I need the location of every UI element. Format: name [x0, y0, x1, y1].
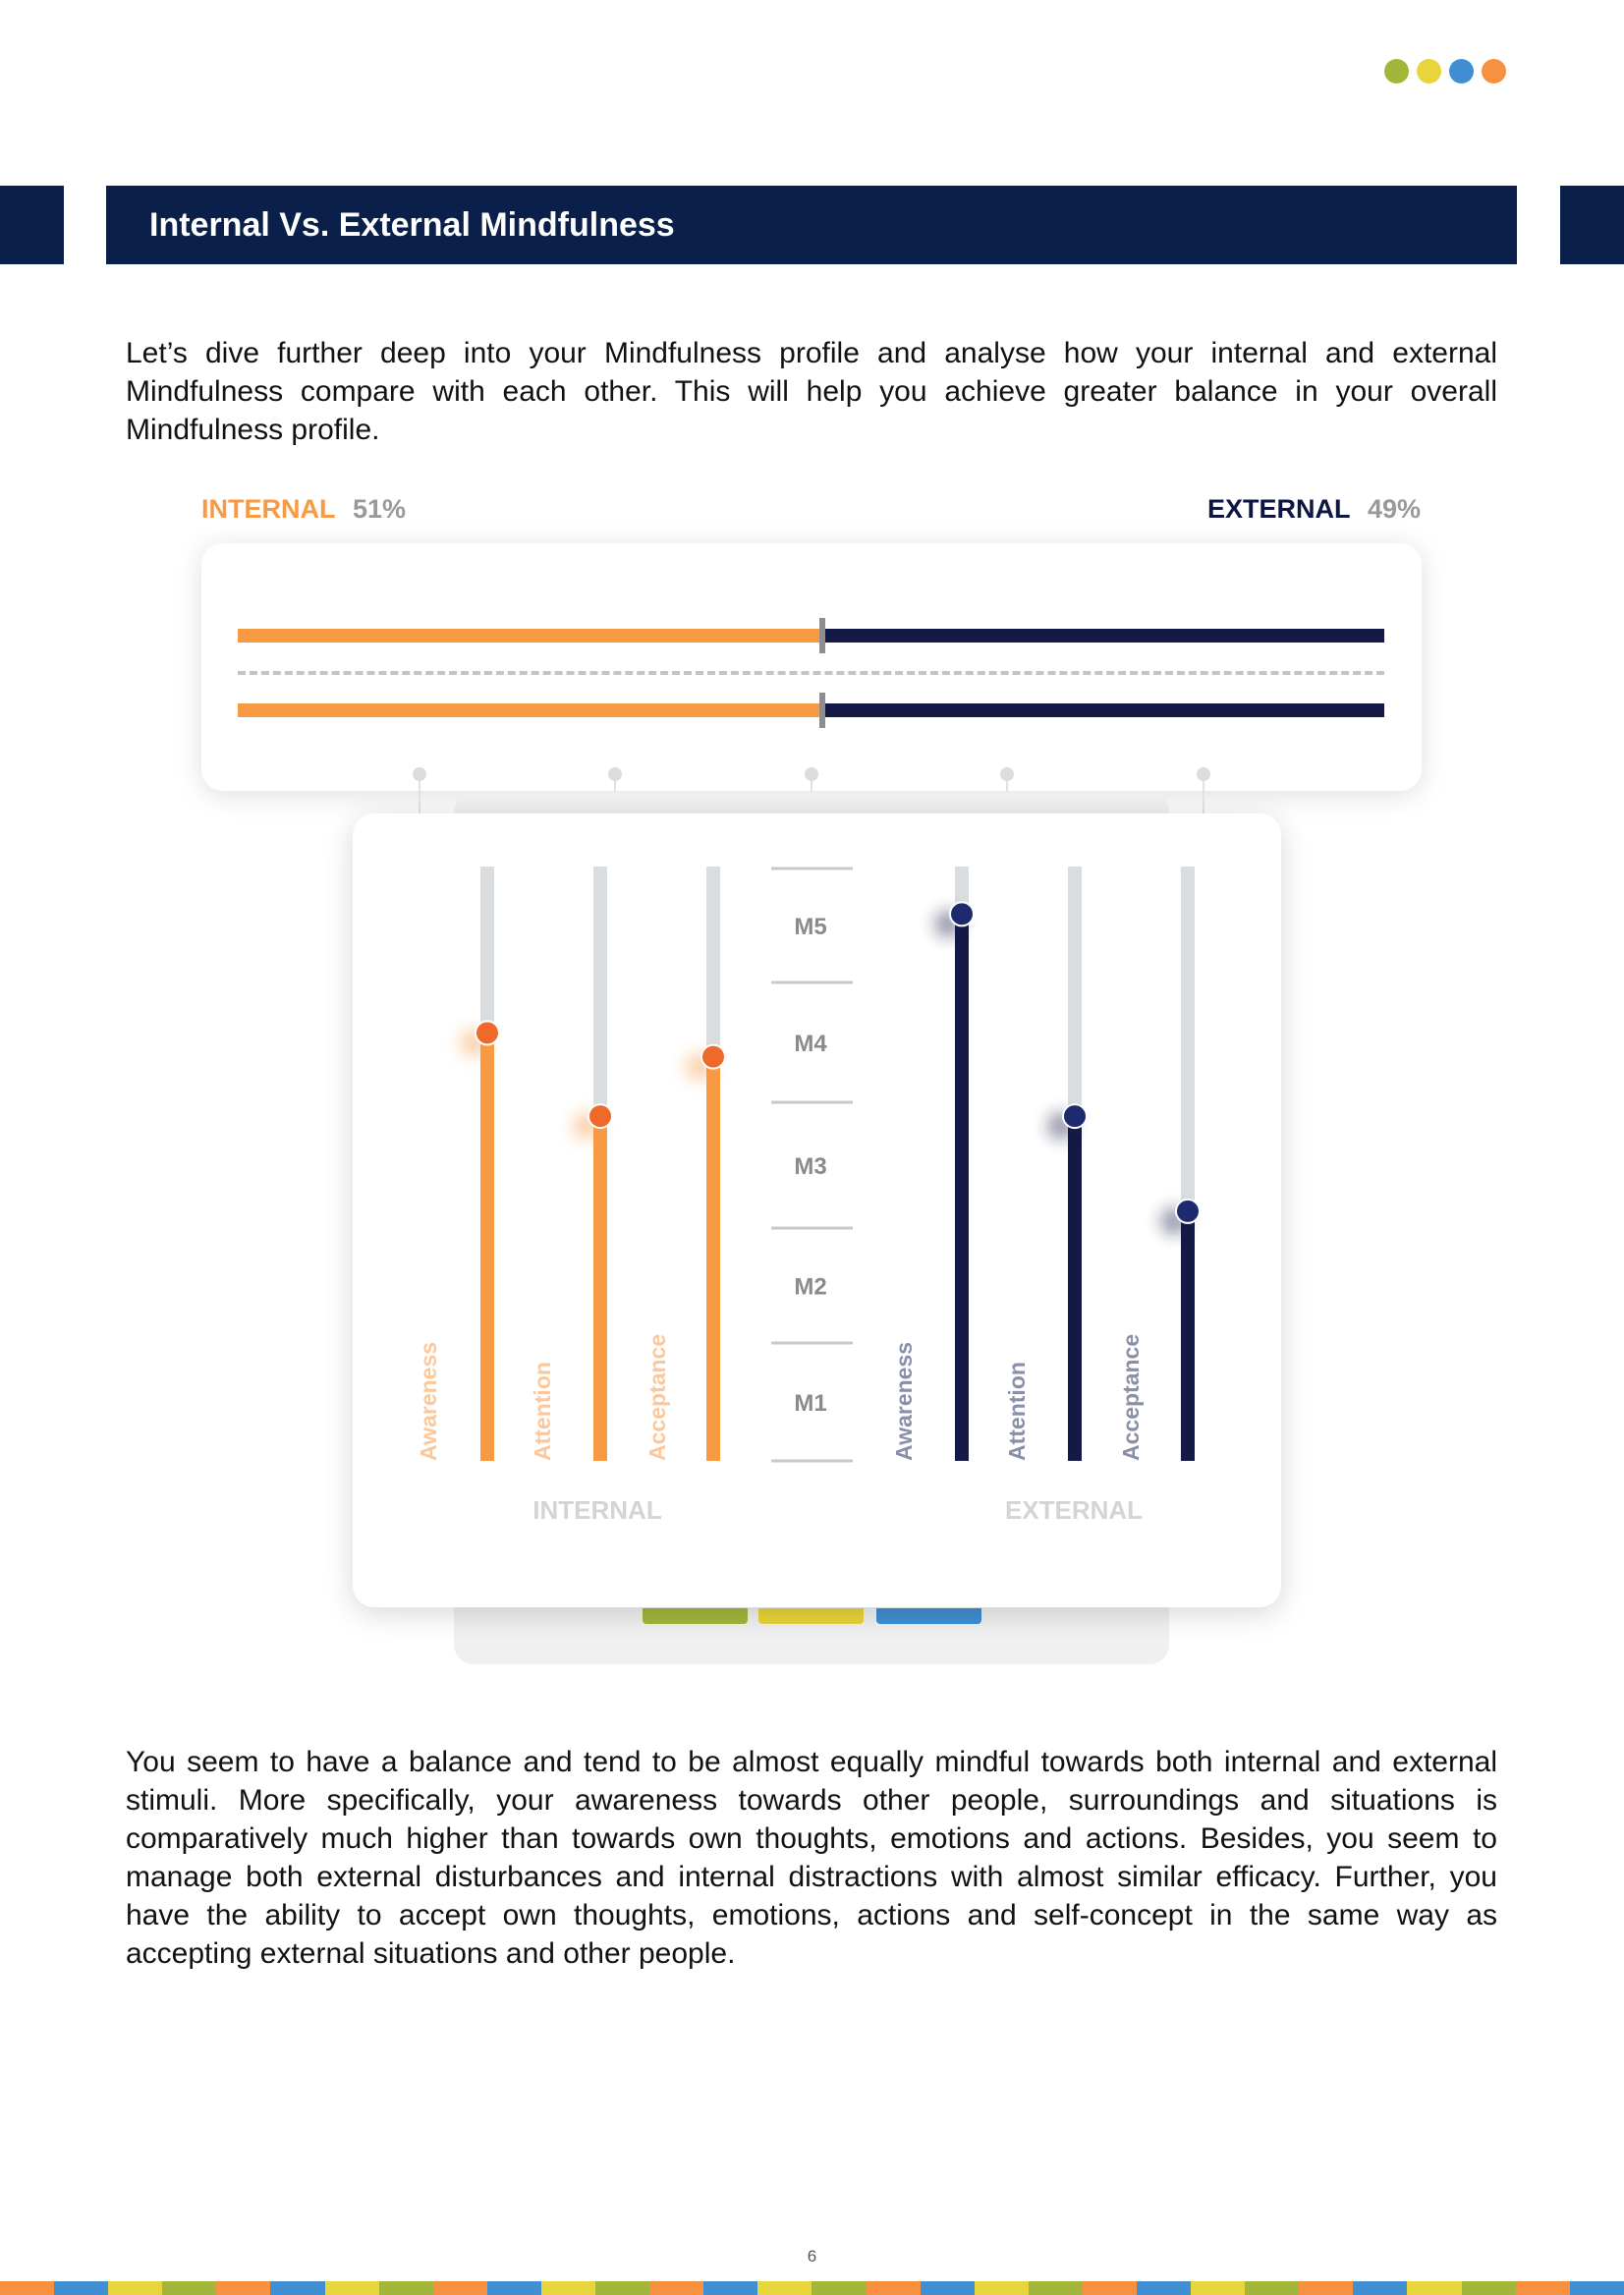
bar-fill [1181, 1211, 1195, 1461]
bar-label: Awareness [891, 1341, 917, 1461]
stripe-segment [1353, 2281, 1407, 2295]
stripe-segment [1245, 2281, 1299, 2295]
intro-paragraph: Let’s dive further deep into your Mindfulness profile and analyse how your internal and external Mindfulness compare with each other. This will help you achieve greater balance in your overall Mindfulness profile. [126, 337, 1497, 446]
bar-knob [476, 1021, 499, 1044]
external-label: EXTERNAL [1207, 494, 1351, 524]
bar-knob [1063, 1104, 1087, 1128]
stripe-segment [1083, 2281, 1137, 2295]
stripe-segment [541, 2281, 595, 2295]
page-number: 6 [807, 2247, 817, 2266]
bar-knob [701, 1045, 725, 1069]
bar-fill [480, 1033, 494, 1461]
level-label: M5 [794, 914, 827, 940]
group-label: EXTERNAL [1004, 1495, 1144, 1525]
bar-knob [950, 902, 974, 925]
internal-percent: 51% [353, 494, 407, 524]
bar-label: Attention [1004, 1362, 1030, 1461]
stripe-segment [216, 2281, 270, 2295]
stripe-segment [1570, 2281, 1624, 2295]
footer-stripe [0, 2281, 1624, 2295]
stripe-segment [1137, 2281, 1191, 2295]
bar-fill [706, 1057, 720, 1461]
stripe-segment [1299, 2281, 1353, 2295]
bar-label: Acceptance [1118, 1333, 1144, 1461]
stripe-segment [270, 2281, 324, 2295]
stripe-segment [162, 2281, 216, 2295]
bar-label: Awareness [416, 1341, 441, 1461]
stripe-segment [867, 2281, 921, 2295]
level-label: M2 [794, 1273, 827, 1301]
stripe-segment [0, 2281, 54, 2295]
stripe-segment [975, 2281, 1029, 2295]
bar-label: Attention [530, 1362, 555, 1461]
bar-knob [1176, 1200, 1200, 1223]
stripe-segment [649, 2281, 703, 2295]
bar-fill [1068, 1116, 1082, 1461]
page-title: Internal Vs. External Mindfulness [149, 206, 675, 244]
stripe-segment [1516, 2281, 1570, 2295]
bar-knob [588, 1104, 612, 1128]
stripe-segment [487, 2281, 541, 2295]
stripe-segment [379, 2281, 433, 2295]
level-label: M4 [794, 1031, 827, 1057]
external-percent: 49% [1368, 494, 1422, 524]
stripe-segment [757, 2281, 812, 2295]
stripe-segment [433, 2281, 487, 2295]
stripe-segment [703, 2281, 757, 2295]
stripe-segment [54, 2281, 108, 2295]
stripe-segment [325, 2281, 379, 2295]
stripe-segment [1029, 2281, 1083, 2295]
group-label: INTERNAL [532, 1495, 662, 1525]
bar-label: Acceptance [644, 1333, 670, 1461]
stripe-segment [595, 2281, 649, 2295]
stripe-segment [1191, 2281, 1245, 2295]
bar-fill [955, 914, 969, 1461]
summary-paragraph: You seem to have a balance and tend to be almost equally mindful towards both internal and external stimuli. More specifically, your awareness towards other people, surroundings and situations is comparatively much higher than towards own thoughts, emotions and actions. Besides, you seem to manage both external disturbances and internal distractions with almost similar efficacy. Further, you have the ability to accept own thoughts, emotions, actions and self-concept in the same way as accepting external situations and other people. [126, 1746, 1497, 1970]
stripe-segment [1407, 2281, 1461, 2295]
stripe-segment [1462, 2281, 1516, 2295]
level-label: M1 [794, 1390, 827, 1417]
bar-fill [593, 1116, 607, 1461]
internal-label: INTERNAL [201, 494, 336, 524]
level-label: M3 [794, 1153, 827, 1180]
stripe-segment [921, 2281, 975, 2295]
stripe-segment [812, 2281, 866, 2295]
stripe-segment [108, 2281, 162, 2295]
